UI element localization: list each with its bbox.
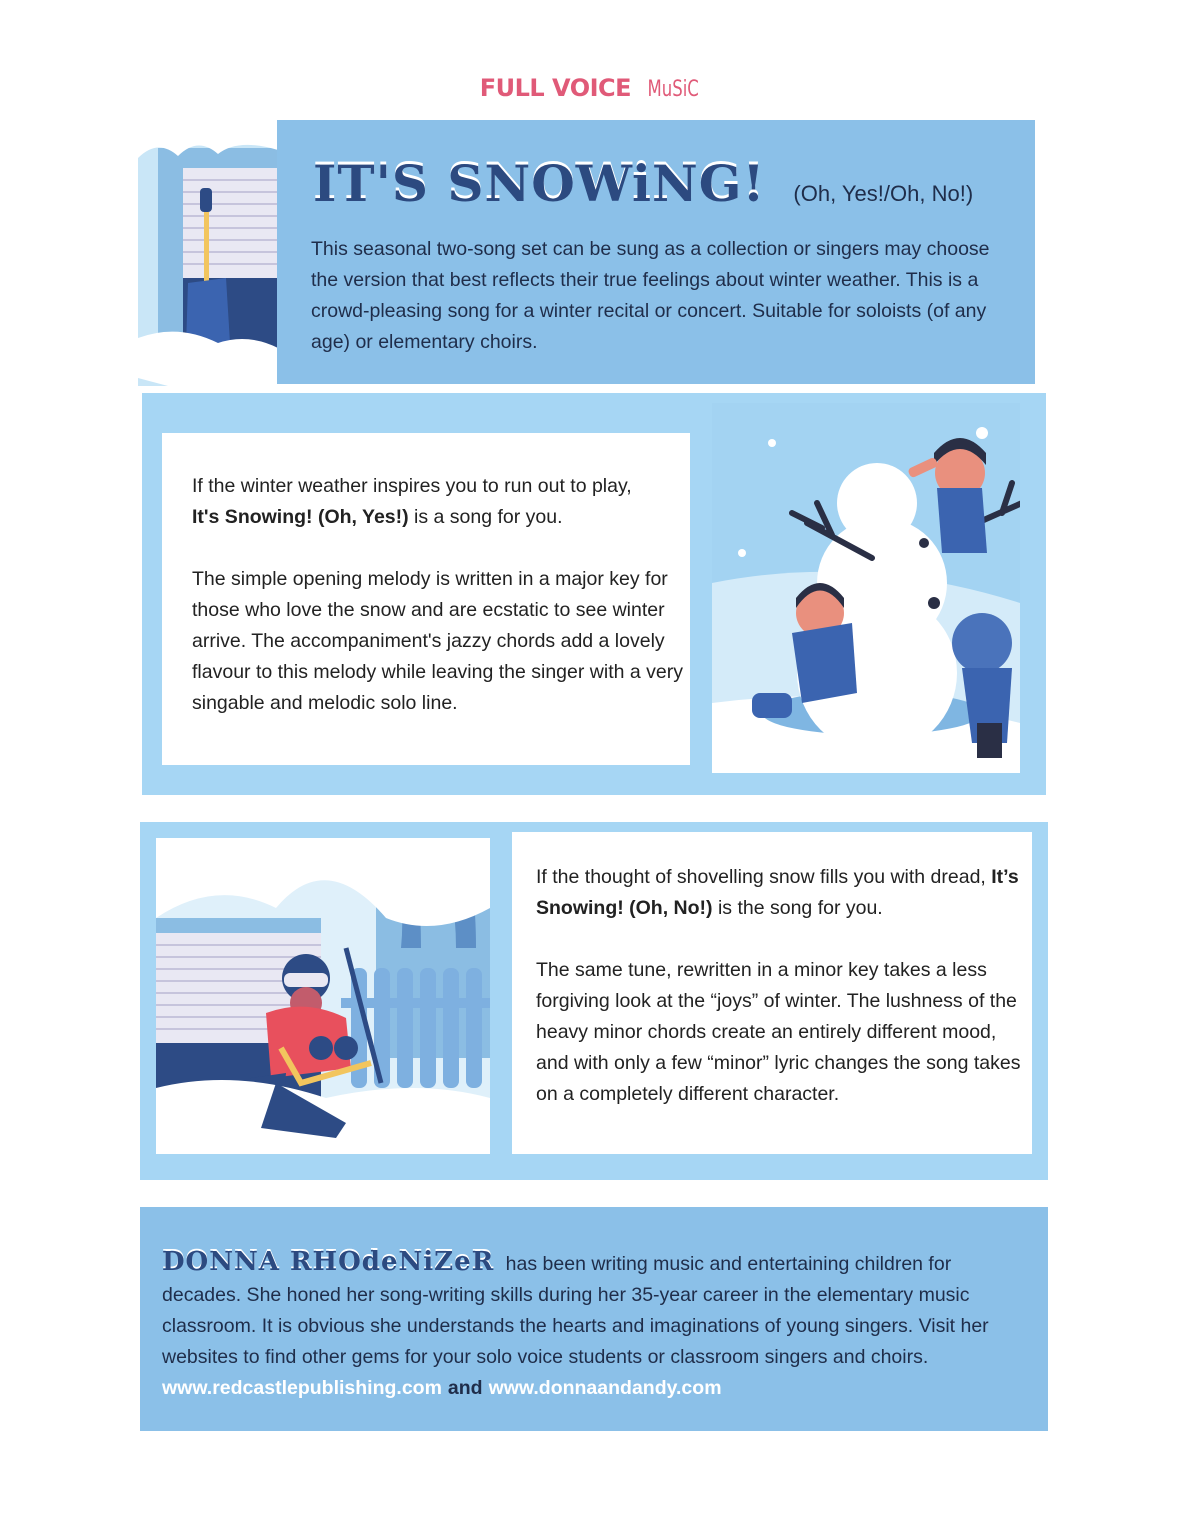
song-subtitle: (Oh, Yes!/Oh, No!) bbox=[793, 181, 974, 206]
oh-yes-intro: If the winter weather inspires you to run out to play, It's Snowing! (Oh, Yes!) is a song for you. bbox=[192, 475, 632, 528]
oh-yes-song-name: It's Snowing! (Oh, Yes!) bbox=[192, 506, 409, 528]
oh-yes-textbox bbox=[162, 433, 690, 765]
oh-no-panel bbox=[140, 822, 1048, 1180]
brand-logo bbox=[0, 74, 1187, 102]
oh-no-body: The same tune, rewritten in a minor key takes a less forgiving look at the “joys” of winter. The lushness of the heavy minor chords create an entirely different mood, and with only a few “minor” lyric changes the song takes on a completely different character. bbox=[536, 959, 1021, 1105]
author-name: DONNA RHOdeNiZeR bbox=[162, 1247, 495, 1277]
brand-suffix: MuSiC bbox=[647, 77, 699, 102]
shovelling-illustration bbox=[156, 838, 490, 1154]
donnaandandy-link[interactable]: www.donnaandandy.com bbox=[488, 1377, 722, 1399]
brand-name: FULL VOICE bbox=[479, 74, 632, 102]
oh-no-textbox bbox=[512, 832, 1032, 1154]
oh-yes-panel bbox=[142, 393, 1046, 795]
set-description: This seasonal two-song set can be sung as a collection or singers may choose the version that best reflects their true feelings about winter weather. This is a crowd-pleasing song for a winter recital or concert. Suitable for soloists (of any age) or elementary choirs. bbox=[311, 238, 990, 353]
snowman-illustration bbox=[712, 403, 1020, 773]
oh-yes-body: The simple opening melody is written in a major key for those who love the snow and are ecstatic to see winter arrive. The accompaniment's jazzy chords add a lovely flavour to this melody while leaving the singer with a very singable and melodic solo line. bbox=[192, 568, 683, 714]
bio-panel bbox=[140, 1207, 1048, 1431]
oh-no-intro: If the thought of shovelling snow fills you with dread, It’s Snowing! (Oh, No!) is the song for you. bbox=[536, 866, 1019, 919]
shovel-garage-illustration bbox=[138, 128, 278, 386]
bio-text: DONNA RHOdeNiZeR has been writing music and entertaining children for decades. She honed her song-writing skills during her 35-year career in the elementary music classroom. It is obvious she understands the hearts and imaginations of young singers. Visit her websites to find other gems for your solo voice students or classroom singers and choirs. www.redcastlepublishing.com and www.donnaandandy.com bbox=[162, 1247, 989, 1399]
header-panel bbox=[277, 120, 1035, 384]
redcastle-link[interactable]: www.redcastlepublishing.com bbox=[162, 1377, 442, 1399]
oh-no-song-name: It’s Snowing! (Oh, No!) bbox=[536, 866, 1019, 919]
song-title: IT'S SNOWiNG! bbox=[313, 154, 766, 213]
